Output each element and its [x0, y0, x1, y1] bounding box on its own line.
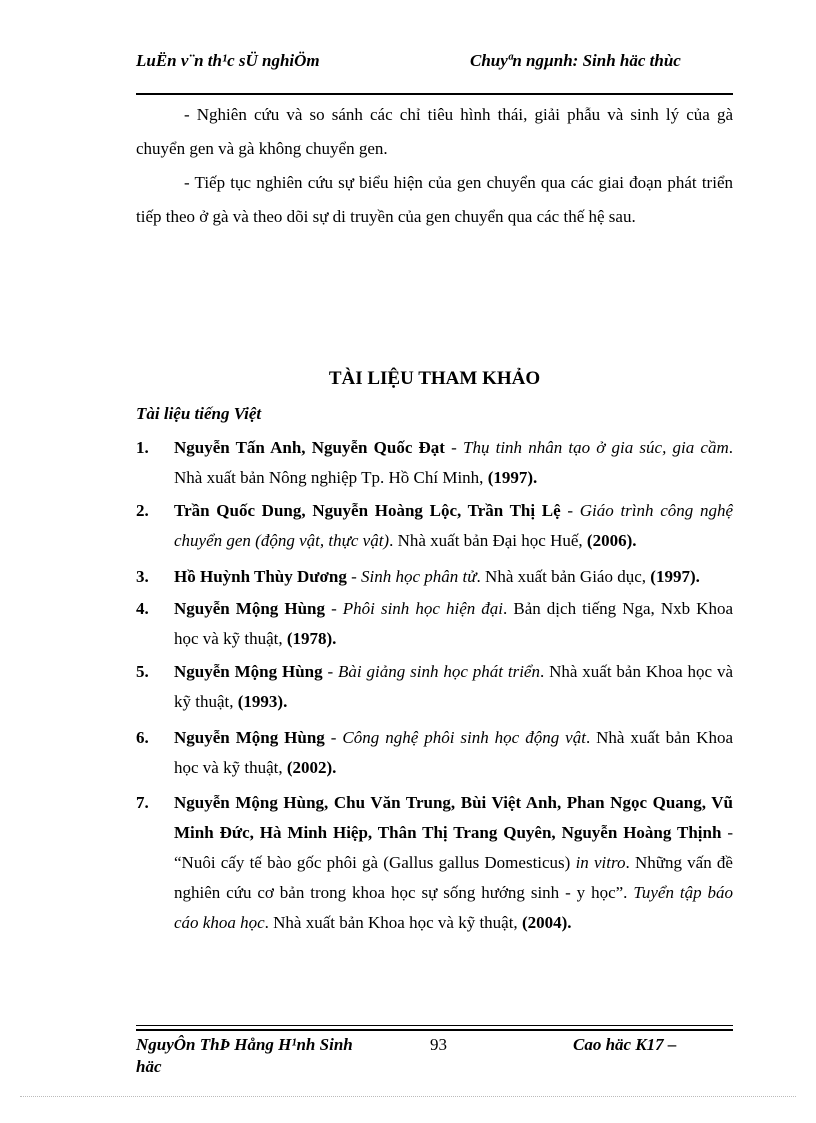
footer-right: Cao häc K17 –: [573, 1035, 677, 1054]
footer-rule-bottom: [136, 1029, 733, 1031]
reference-separator: -: [721, 823, 733, 842]
reference-separator: -: [560, 501, 580, 520]
reference-title: Thụ tinh nhân tạo ở gia súc, gia cầm: [462, 438, 729, 457]
reference-item-2: [136, 496, 733, 556]
reference-number: 5.: [136, 662, 149, 681]
reference-title: Sinh học phân tử: [361, 567, 477, 586]
reference-separator: -: [325, 599, 343, 618]
reference-year: (2002): [286, 758, 333, 777]
reference-title: Phôi sinh học hiện đại: [342, 599, 504, 618]
reference-title: Giáo trình công nghệ chuyển gen (động vật, thực vật): [174, 501, 733, 550]
reference-end: .: [695, 567, 700, 586]
reference-number: 7.: [136, 793, 149, 812]
body-paragraph-2: - Tiếp tục nghiên cứu sự biểu hiện của gen chuyển qua các giai đoạn phát triển tiếp theo ở gà và theo dõi sự di truyền của gen chuyển qua các thế hệ sau.: [136, 173, 733, 226]
header-rule: [136, 93, 733, 95]
reference-number: 6.: [136, 728, 149, 747]
header-left: LuËn v¨n th¹c sÜ nghiÖm: [136, 51, 320, 70]
header-right: Chuyªn ngµnh: Sinh häc thùc: [470, 51, 681, 70]
reference-separator: -: [322, 662, 339, 681]
reference-title: Tuyển tập báo cáo khoa học: [174, 883, 733, 932]
reference-end: .: [533, 468, 538, 487]
references-title: TÀI LIỆU THAM KHẢO: [328, 368, 541, 389]
reference-end: .: [283, 692, 288, 711]
reference-item-5: [136, 657, 733, 717]
reference-authors: Nguyễn Mộng Hùng, Chu Văn Trung, Bùi Việt Anh, Phan Ngọc Quang, Vũ Minh Đức, Hà Minh Hiệp, Thân Thị Trang Quyên, Nguyễn Hoàng Thịnh: [174, 793, 733, 842]
reference-authors: Hồ Huỳnh Thùy Dương: [174, 567, 347, 586]
reference-publisher: . Nhà xuất bản Khoa học và kỹ thuật,: [264, 913, 522, 932]
reference-year: (1997): [487, 468, 534, 487]
reference-item-3: [136, 562, 733, 592]
reference-year: (1993): [237, 692, 284, 711]
reference-separator: -: [444, 438, 463, 457]
reference-authors: Nguyễn Mộng Hùng: [174, 728, 325, 747]
reference-description-cont: . Những vấn đề nghiên cứu cơ bản trong khoa học sự sống hướng sinh - y học”.: [174, 853, 733, 902]
page-edge-dots: [20, 1096, 796, 1097]
reference-separator: -: [346, 567, 362, 586]
reference-separator: -: [324, 728, 343, 747]
reference-publisher: . Nhà xuất bản Khoa học và kỹ thuật,: [174, 728, 733, 777]
reference-publisher: . Nhà xuất bản Đại học Huế,: [389, 531, 587, 550]
reference-in-vitro: in vitro: [575, 853, 626, 872]
reference-item-1: [136, 433, 733, 493]
reference-publisher: . Bản dịch tiếng Nga, Nxb Khoa học và kỹ thuật,: [174, 599, 733, 648]
reference-publisher: . Nhà xuất bản Khoa học và kỹ thuật,: [174, 662, 734, 711]
reference-authors: Nguyễn Tấn Anh, Nguyễn Quốc Đạt: [174, 438, 445, 457]
references-subheading: Tài liệu tiếng Việt: [136, 404, 262, 423]
reference-item-4: [136, 594, 733, 654]
reference-title: Công nghệ phôi sinh học động vật: [342, 728, 586, 747]
reference-number: 4.: [136, 599, 149, 618]
reference-year: (1997): [650, 567, 696, 586]
footer-left: NguyÔn ThÞ Hång H¹nh Sinh häc: [136, 1035, 353, 1076]
reference-authors: Trần Quốc Dung, Nguyễn Hoàng Lộc, Trần Thị Lệ: [174, 501, 561, 520]
reference-number: 3.: [136, 567, 149, 586]
reference-number: 1.: [136, 438, 149, 457]
reference-year: (2006): [586, 531, 633, 550]
reference-end: .: [567, 913, 572, 932]
reference-end: .: [632, 531, 637, 550]
body-paragraph-1: - Nghiên cứu và so sánh các chỉ tiêu hình thái, giải phẫu và sinh lý của gà chuyển gen và gà không chuyển gen.: [136, 105, 733, 158]
reference-publisher: . Nhà xuất bản Giáo dục,: [476, 567, 651, 586]
reference-item-7: [136, 788, 733, 938]
footer-rule-top: [136, 1025, 733, 1026]
reference-end: .: [332, 629, 337, 648]
reference-year: (1978): [286, 629, 333, 648]
reference-description: “Nuôi cấy tế bào gốc phôi gà (Gallus gallus Domesticus): [174, 853, 576, 872]
reference-number: 2.: [136, 501, 149, 520]
reference-title: Bài giảng sinh học phát triển: [338, 662, 540, 681]
reference-item-6: [136, 723, 733, 783]
reference-authors: Nguyễn Mộng Hùng: [174, 662, 323, 681]
reference-authors: Nguyễn Mộng Hùng: [174, 599, 325, 618]
reference-end: .: [332, 758, 337, 777]
reference-year: (2004): [521, 913, 568, 932]
page-number: 93: [430, 1035, 447, 1054]
reference-publisher: . Nhà xuất bản Nông nghiệp Tp. Hồ Chí Minh,: [174, 438, 733, 487]
